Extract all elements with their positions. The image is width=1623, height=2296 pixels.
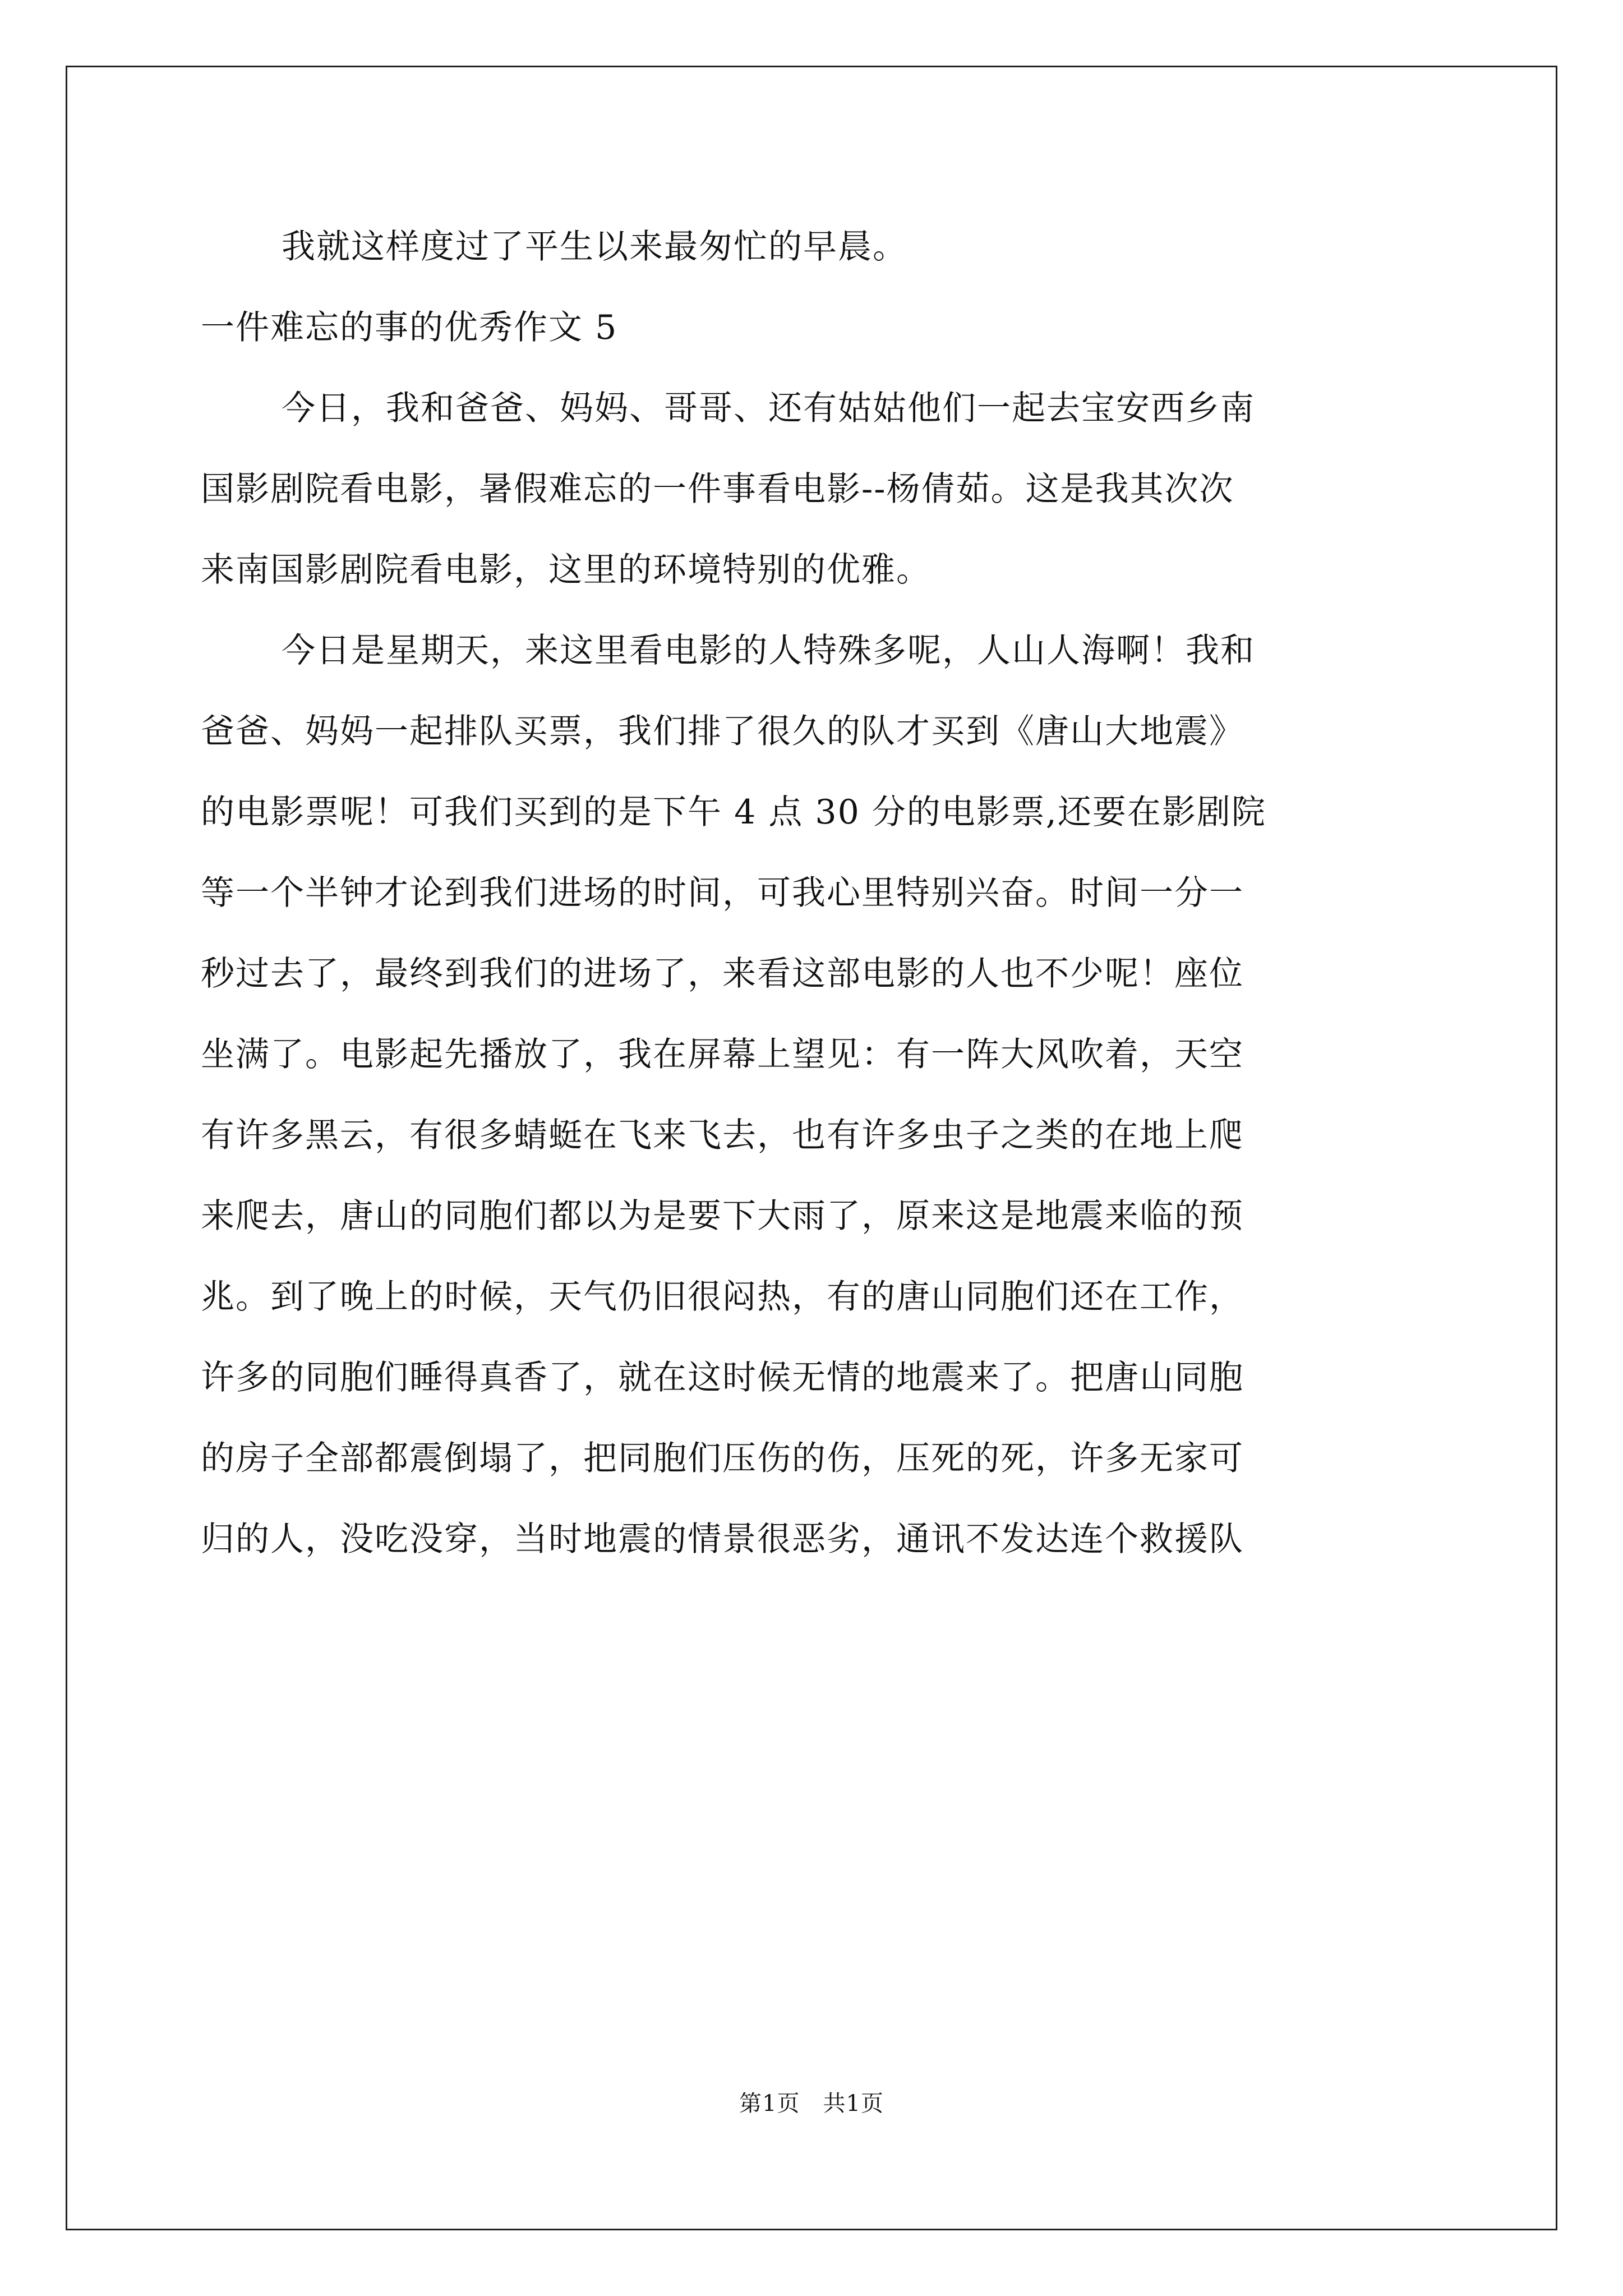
essay-heading: 一件难忘的事的优秀作文 5 — [201, 308, 618, 347]
paragraph-2-line-4: 等一个半钟才论到我们进场的时间，可我心里特别兴奋。时间一分一 — [201, 873, 1244, 913]
paragraph-2-line-8: 来爬去，唐山的同胞们都以为是要下大雨了，原来这是地震来临的预 — [201, 1197, 1244, 1236]
paragraph-2-line-11: 的房子全部都震倒塌了，把同胞们压伤的伤，压死的死，许多无家可 — [201, 1439, 1244, 1478]
paragraph-2-line-6: 坐满了。电影起先播放了，我在屏幕上望见：有一阵大风吹着，天空 — [201, 1035, 1244, 1074]
paragraph-2-line-2: 爸爸、妈妈一起排队买票，我们排了很久的队才买到《唐山大地震》 — [201, 712, 1244, 751]
paragraph-2-line-1: 今日是星期天，来这里看电影的人特殊多呢，人山人海啊！我和 — [282, 631, 1255, 670]
paragraph-2-line-9: 兆。到了晚上的时候，天气仍旧很闷热，有的唐山同胞们还在工作， — [201, 1277, 1244, 1317]
paragraph-1-line-1: 今日，我和爸爸、妈妈、哥哥、还有姑姑他们一起去宝安西乡南 — [282, 389, 1255, 428]
paragraph-1-line-2: 国影剧院看电影，暑假难忘的一件事看电影--杨倩茹。这是我其次次 — [201, 470, 1234, 509]
paragraph-closing-line: 我就这样度过了平生以来最匆忙的早晨。 — [282, 227, 907, 266]
paragraph-2-line-10: 许多的同胞们睡得真香了，就在这时候无情的地震来了。把唐山同胞 — [201, 1358, 1244, 1397]
paragraph-2-line-5: 秒过去了，最终到我们的进场了，来看这部电影的人也不少呢！座位 — [201, 954, 1244, 993]
page-number-footer: 第1页 共1页 — [739, 2091, 884, 2116]
paragraph-1-line-3: 来南国影剧院看电影，这里的环境特别的优雅。 — [201, 550, 931, 590]
paragraph-2-line-3: 的电影票呢！可我们买到的是下午 4 点 30 分的电影票,还要在影剧院 — [201, 793, 1266, 832]
paragraph-2-line-7: 有许多黑云，有很多蜻蜓在飞来飞去，也有许多虫子之类的在地上爬 — [201, 1116, 1244, 1155]
paragraph-2-line-12: 归的人，没吃没穿，当时地震的情景很恶劣，通讯不发达连个救援队 — [201, 1520, 1244, 1559]
